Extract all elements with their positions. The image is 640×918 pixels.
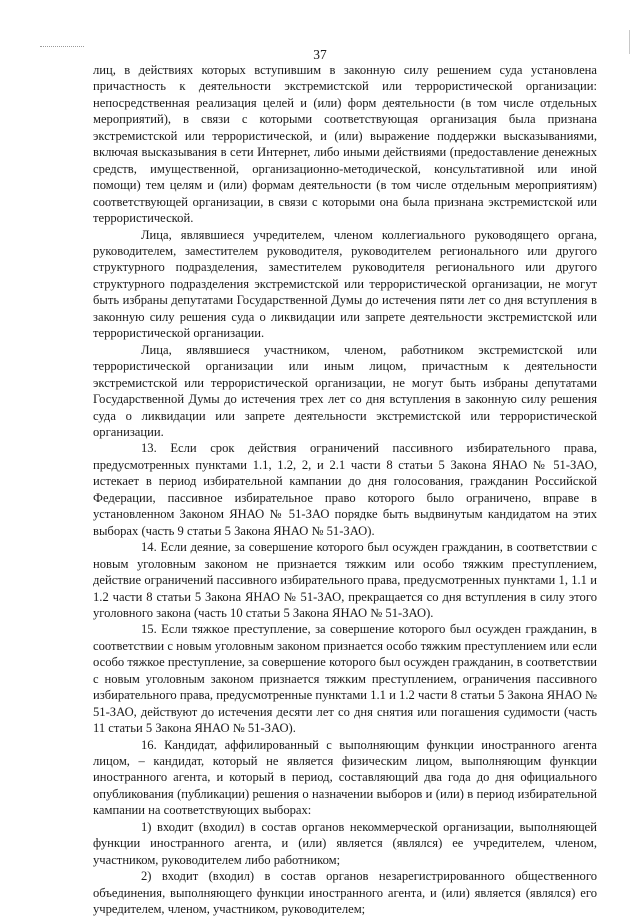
paragraph: Лица, являвшиеся участником, членом, работником экстремистской или террористической организации или иным лицом, причастным к деятельности экстремистской или террористической организации, не могут быть избраны депутатами Государственной Думы до истечения трех лет со дня вступления в законную силу решения суда о ликвидации или запрете деятельности экстремистской или террористической организации.	[93, 342, 597, 439]
paragraph: 15. Если тяжкое преступление, за совершение которого был осужден гражданин, в соответствии с новым уголовным законом признается особо тяжким преступлением или если особо тяжкое преступление, за совершение которого был осужден гражданин, в соответствии с новым уголовным законом признается тяжким преступлением, ограничения пассивного избирательного права, предусмотренные пунктами 1.1 и 1.2 части 8 статьи 5 Закона ЯНАО № 51-ЗАО, действуют до истечения десяти лет со дня снятия или погашения судимости (часть 11 статьи 5 Закона ЯНАО № 51-ЗАО).	[93, 622, 597, 736]
paragraph: 2) входит (входил) в состав органов незарегистрированного общественного объединения, выполняющего функции иностранного агента, и (или) является (являлся) его учредителем, членом, участником, руководителем;	[93, 869, 597, 917]
page-number: 37	[313, 47, 327, 62]
paragraph: 16. Кандидат, аффилированный с выполняющим функции иностранного агента лицом, – кандидат, который не является физическим лицом, выполняющим функции иностранного агента, и который в период, составляющий два года до дня официального опубликования (публикации) решения о назначении выборов и (или) в период избирательной кампании на соответствующих выборах:	[93, 737, 597, 818]
paragraph: Лица, являвшиеся учредителем, членом коллегиального руководящего органа, руководителем, заместителем руководителя, руководителем регионального или другого структурного подразделения, заместителем руководителя регионального или другого структурного подразделения экстремистской или террористической организации, не могут быть избраны депутатами Государственной Думы до истечения пяти лет со дня вступления в законную силу решения суда о ликвидации или запрете деятельности экстремистской или террористической организации.	[93, 227, 597, 341]
paragraph: 1) входит (входил) в состав органов некоммерческой организации, выполняющей функции иностранного агента, и (или) является (являлся) ее учредителем, членом, участником, руководителем либо работником;	[93, 819, 597, 867]
paragraph: лиц, в действиях которых вступившим в законную силу решением суда установлена причастность к деятельности экстремистской или террористической организации: непосредственная реализация целей и (или) форм деятельности (в том числе отдельных мероприятий), в связи с которыми соответствующая организация была признана экстремистской или террористической, и (или) выражение поддержки высказываниями, включая высказывания в сети Интернет, либо иными действиями (предоставление денежных средств, имущественной, организационно-методической, консультативной или иной помощи) тем целям и (или) формам деятельности (в том числе отдельным мероприятиям) соответствующей организации, в связи с которыми она была признана экстремистской или террористической.	[93, 63, 597, 226]
paragraph: 13. Если срок действия ограничений пассивного избирательного права, предусмотренных пунктами 1.1, 1.2, 2, и 2.1 части 8 статьи 5 Закона ЯНАО № 51-ЗАО, истекает в период избирательной кампании до дня голосования, гражданин Российской Федерации, пассивное избирательное право которого было ограничено, вправе в установленном Законом ЯНАО № 51-ЗАО порядке быть выдвинутым кандидатом на этих выборах (часть 9 статьи 5 Закона ЯНАО № 51-ЗАО).	[93, 441, 597, 538]
document-body	[93, 62, 597, 918]
paragraph: 14. Если деяние, за совершение которого был осужден гражданин, в соответствии с новым уголовным законом не признается тяжким или особо тяжким преступлением, действие ограничений пассивного избирательного права, предусмотренных пунктами 1, 1.1 и 1.2 части 8 статьи 5 Закона ЯНАО № 51-ЗАО, прекращается со дня вступления в силу этого уголовного закона (часть 10 статьи 5 Закона ЯНАО № 51-ЗАО).	[93, 540, 597, 620]
